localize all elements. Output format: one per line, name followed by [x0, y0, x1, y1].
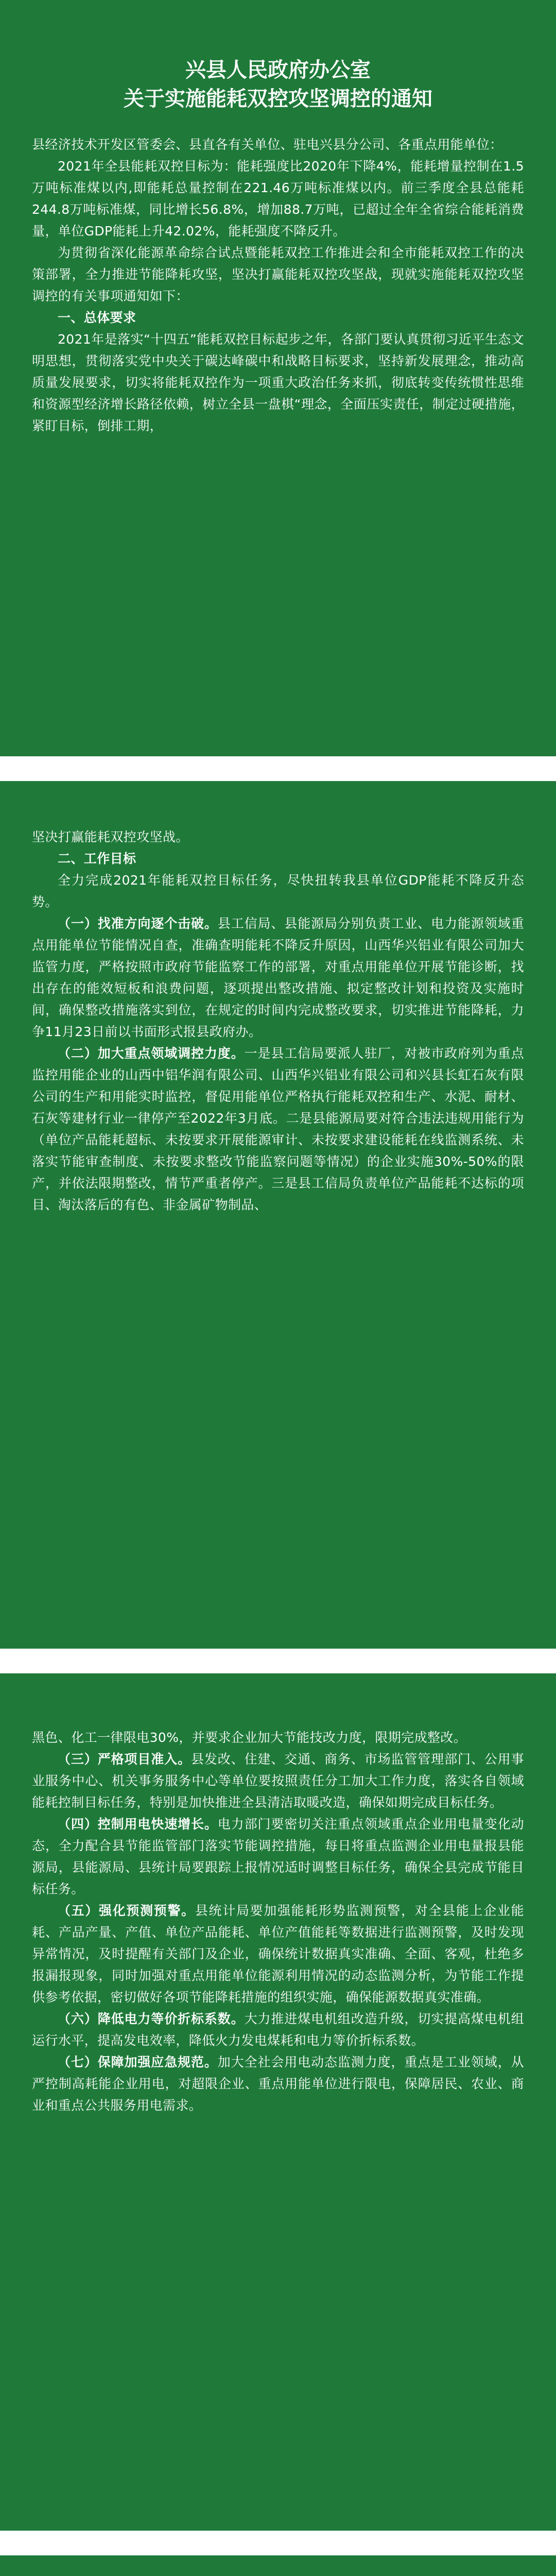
subsection-1-heading: （一）找准方向逐个击破。	[58, 916, 218, 931]
subsection-3-heading: （三）严格项目准入。	[58, 1752, 191, 1767]
subsection-3	[32, 1749, 524, 1814]
paragraph-work-targets: 全力完成2021年能耗双控目标任务，尽快扭转我县单位GDP能耗不降反升态势。	[32, 873, 524, 909]
subsection-2-body: 一是县工信局要派人驻厂，对被市政府列为重点监控用能企业的山西中铝华润有限公司、山西华兴铝业有限公司和兴县长虹石灰有限公司的生产和用能实时监控，督促用能单位严格执行能耗双控和生产、水泥、耐材、石灰等建材行业一律停产至2022年3月底。二是县能源局要对符合违法违规用能行为（单位产品能耗超标、未按要求开展能源审计、未按要求建设能耗在线监测系统、未落实节能审查制度、未按要求整改节能监察问题等情况）的企业实施30%-50%的限产，并依法限期整改，情节严重者停产。三是县工信局负责单位产品能耗不达标的项目、淘汰落后的有色、非金属矿物制品、	[32, 1046, 525, 1212]
recipients-line: 县经济技术开发区管委会、县直各有关单位、驻电兴县分公司、各重点用能单位：	[32, 137, 503, 152]
subsection-7-body: 加大全社会用电动态监测力度，重点是工业领域，从严控制高耗能企业用电，对超限企业、重点用能单位进行限电，保障居民、农业、商业和重点公共服务用电需求。	[32, 2055, 524, 2113]
document-page-1	[0, 0, 556, 756]
subsection-3-body: 县发改、住建、交通、商务、市场监管管理部门、公用事业服务中心、机关事务服务中心等单位要按照责任分工加大工作力度，落实各自领域能耗控制目标任务，特别是加快推进全县清洁取暖改造，确保如期完成目标任务。	[32, 1752, 524, 1810]
subsection-7-heading: （七）保障加强应急规范。	[58, 2055, 218, 2070]
subsection-5-body: 县统计局要加强能耗形势监测预警，对全县能上企业能耗、产品产量、产值、单位产品能耗、单位产值能耗等数据进行监测预警，及时发现异常情况，及时提醒有关部门及企业，确保统计数据真实准确、全面、客观，杜绝多报漏报现象，同时加强对重点用能单位能源利用情况的动态监测分析，为节能工作提供参考依据，密切做好各项节能降耗措施的组织实施，确保能源数据真实准确。	[32, 1903, 524, 2005]
paragraph-purpose: 为贯彻省深化能源革命综合试点暨能耗双控工作推进会和全市能耗双控工作的决策部署，全力推进节能降耗攻坚，坚决打赢能耗双控攻坚战，现就实施能耗双控攻坚调控的有关事项通知如下：	[32, 245, 524, 303]
document-title-line-1: 兴县人民政府办公室	[185, 58, 371, 82]
subsection-4-heading: （四）控制用电快速增长。	[58, 1817, 218, 1832]
subsection-1	[32, 913, 524, 1043]
paragraph-overall-requirements: 2021年是落实“十四五”能耗双控目标起步之年，各部门要认真贯彻习近平生态文明思想，贯彻落实党中央关于碳达峰碳中和战略目标要求，坚持新发展理念，推动高质量发展要求，切实将能耗双控作为一项重大政治任务来抓，彻底转变传统惯性思维和资源型经济增长路径依赖，树立全县一盘棋“理念，全面压实责任，制定过硬措施，紧盯目标，倒排工期，	[32, 332, 524, 433]
document-page-2	[0, 781, 556, 1649]
subsection-4-body: 电力部门要密切关注重点领域重点企业用电量变化动态，全力配合县节能监管部门落实节能调控措施，每日将重点监测企业用电量报县能源局，县能源局、县统计局要跟踪上报情况适时调整目标任务，确保全县完成节能目标任务。	[32, 1817, 524, 1896]
section-heading-overall-requirements: 一、总体要求	[58, 310, 136, 325]
subsection-2-tail: 黑色、化工一律限电30%，并要求企业加大节能技改力度，限期完成整改。	[32, 1730, 467, 1745]
document-title-line-2: 关于实施能耗双控攻坚调控的通知	[124, 87, 432, 111]
paragraph-energy-target: 2021年全县能耗双控目标为：能耗强度比2020年下降4%，能耗增量控制在1.5万吨标准煤以内,即能耗总量控制在221.46万吨标准煤以内。前三季度全县总能耗244.8万吨标准煤，同比增长56.8%，增加88.7万吨，已超过全年全省综合能耗消费量，单位GDP能耗上升42.02%，能耗强度不降反升。	[32, 159, 524, 239]
subsection-4	[32, 1814, 524, 1900]
section-heading-work-targets: 二、工作目标	[58, 851, 136, 866]
subsection-2-heading: （二）加大重点领域调控力度。	[58, 1046, 245, 1061]
paragraph-overall-requirements-tail: 坚决打赢能耗双控攻坚战。	[32, 829, 189, 844]
subsection-6	[32, 2008, 524, 2052]
subsection-5	[32, 1900, 524, 2008]
document-title	[32, 56, 524, 113]
subsection-2	[32, 1043, 524, 1216]
subsection-1-body: 县工信局、县能源局分别负责工业、电力能源领域重点用能单位节能情况自查，准确查明能耗不降反升原因，山西华兴铝业有限公司加大监管力度，严格按照市政府节能监察工作的部署，对重点用能单位开展节能诊断，找出存在的能效短板和浪费问题，逐项提出整改措施、拟定整改计划和投资及实施时间，确保整改措施落实到位，在规定的时间内完成整改要求，切实推进节能降耗，力争11月23日前以书面形式报县政府办。	[32, 916, 524, 1039]
document-page-4	[0, 2555, 556, 2576]
subsection-5-heading: （五）强化预测预警。	[58, 1903, 195, 1918]
subsection-7	[32, 2052, 524, 2116]
subsection-6-body: 大力推进煤电机组改造升级，切实提高煤电机组运行水平，提高发电效率，降低火力发电煤耗和电力等价折标系数。	[32, 2011, 525, 2048]
subsection-6-heading: （六）降低电力等价折标系数。	[58, 2011, 245, 2026]
document-page-3	[0, 1673, 556, 2531]
